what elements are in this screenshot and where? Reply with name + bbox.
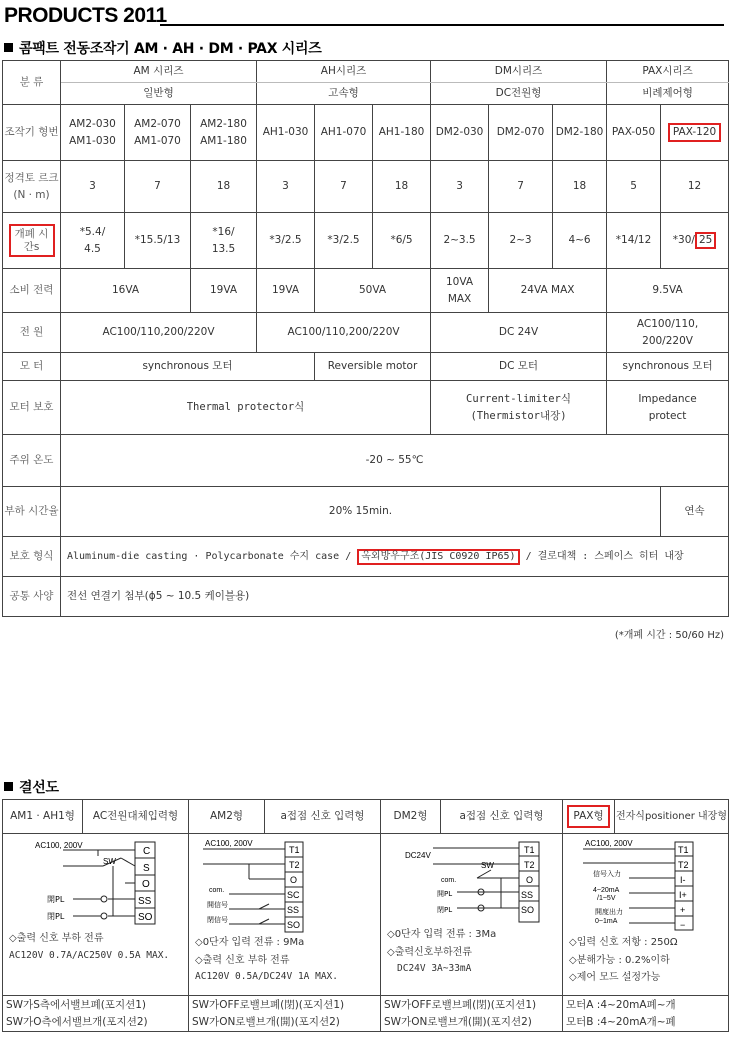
torque-cell: 18	[191, 161, 257, 213]
model-cell: AH1-070	[315, 105, 373, 161]
highlight-box-pax: PAX형	[567, 805, 609, 828]
supply-label: DC24V	[405, 851, 431, 860]
terminal-t1: T1	[524, 845, 535, 855]
terminal-i-minus: I-	[680, 875, 686, 885]
motor-dm: DC 모터	[431, 353, 607, 381]
close-pl-label: 閉PL	[47, 912, 65, 921]
wiring-header-am2: AM2형	[189, 800, 265, 834]
motor-protect-dm: Current-limiter식 (Thermistor내장)	[431, 381, 607, 435]
diagram4-caption: ◇입력 신호 저항 : 250Ω ◇분해가능 : 0.2%이하 ◇제어 모드 설정가능	[569, 937, 678, 983]
power-dm-030: 10VA MAX	[431, 269, 489, 313]
terminal-o: O	[526, 875, 534, 885]
wiring-footer-1: SW가S측에서밸브폐(포지션1) SW가O측에서밸브개(포지션2)	[3, 996, 189, 1032]
motor-pax: synchronous 모터	[607, 353, 729, 381]
model-cell: AM2-180 AM1-180	[191, 105, 257, 161]
series-dm-name: DM시리즈	[431, 61, 607, 83]
time-cell: *3/2.5	[257, 213, 315, 269]
protect-text: Aluminum-die casting · Polycarbonate 수지 case / 옥외방우구조(JIS C0920 IP65) / 결로대책 : 스페이스 히터 내장	[61, 537, 729, 577]
motor-ah: Reversible motor	[315, 353, 431, 381]
time-cell: *3/2.5	[315, 213, 373, 269]
highlight-box-pax120: PAX-120	[668, 123, 721, 142]
terminal-so: SO	[521, 905, 535, 915]
terminal-t1: T1	[678, 845, 689, 855]
spec-table	[2, 60, 729, 617]
row-label-common: 공통 사양	[3, 577, 61, 617]
time-cell: *30/ 25	[661, 213, 729, 269]
wiring-header-dm2-desc: a접점 신호 입력형	[441, 800, 563, 834]
row-label-motor-protect: 모터 보호	[3, 381, 61, 435]
range-label-1: 4~20mA	[593, 887, 620, 894]
torque-cell: 18	[553, 161, 607, 213]
power-pax: 9.5VA	[607, 269, 729, 313]
torque-cell: 7	[315, 161, 373, 213]
supply-label: AC100, 200V	[205, 839, 253, 848]
wiring-diagram-pax	[563, 834, 729, 996]
switch-label: SW	[103, 857, 116, 866]
diagram2-caption: ◇0단자 입력 전류 : 9Ma ◇출력 신호 부하 전류 AC120V 0.5A/DC24V 1A MAX.	[195, 937, 338, 982]
series-am-name: AM 시리즈	[61, 61, 257, 83]
power-ah-rest: 50VA	[315, 269, 431, 313]
row-label-motor: 모 터	[3, 353, 61, 381]
supply-pax: AC100/110, 200/220V	[607, 313, 729, 353]
supply-dm: DC 24V	[431, 313, 607, 353]
row-label-supply: 전 원	[3, 313, 61, 353]
terminal-t1: T1	[289, 845, 300, 855]
common-spec: 전선 연결기 첨부(ϕ5 ~ 10.5 케이블용)	[61, 577, 729, 617]
ambient-temp: -20 ~ 55℃	[61, 435, 729, 487]
terminal-s: S	[143, 863, 150, 874]
terminal-so: SO	[287, 920, 301, 930]
terminal-t2: T2	[524, 860, 535, 870]
wiring-schematic-1	[3, 834, 189, 995]
page-title: PRODUCTS 2011	[4, 4, 167, 27]
torque-cell: 5	[607, 161, 661, 213]
highlight-box-ip65: 옥외방우구조(JIS C0920 IP65)	[357, 549, 519, 565]
wiring-footer-3: SW가OFF로밸브폐(閉)(포지션1) SW가ON로밸브개(開)(포지션2)	[381, 996, 563, 1032]
torque-cell: 3	[61, 161, 125, 213]
time-cell: 2~3.5	[431, 213, 489, 269]
section-title-wiring	[4, 777, 59, 797]
terminal-t2: T2	[678, 860, 689, 870]
time-cell: *16/ 13.5	[191, 213, 257, 269]
terminal-plus: +	[680, 905, 686, 915]
torque-cell: 3	[257, 161, 315, 213]
supply-ah: AC100/110,200/220V	[257, 313, 431, 353]
supply-label: AC100, 200V	[585, 839, 633, 848]
row-label-power: 소비 전력	[3, 269, 61, 313]
model-cell: PAX-050	[607, 105, 661, 161]
row-label-protect: 보호 형식	[3, 537, 61, 577]
series-pax-type: 비례제어형	[607, 83, 729, 105]
model-cell: AH1-030	[257, 105, 315, 161]
supply-label: AC100, 200V	[35, 841, 83, 850]
row-label-duty: 부하 시간율	[3, 487, 61, 537]
supply-am: AC100/110,200/220V	[61, 313, 257, 353]
terminal-t2: T2	[289, 860, 300, 870]
series-ah-type: 고속형	[257, 83, 431, 105]
signal-input-label: 信号入力	[593, 870, 621, 878]
duty-pax: 연속	[661, 487, 729, 537]
torque-cell: 7	[125, 161, 191, 213]
open-signal-label: 開信号	[207, 901, 228, 909]
terminal-o: O	[290, 875, 298, 885]
section-title-products	[4, 38, 321, 58]
motor-protect-pax: Impedance protect	[607, 381, 729, 435]
power-am-180: 19VA	[191, 269, 257, 313]
row-label-torque: 정격토 르크 (N · m)	[3, 161, 61, 213]
com-label: com.	[441, 877, 457, 884]
motor-protect-am-ah: Thermal protector식	[61, 381, 431, 435]
model-cell: DM2-070	[489, 105, 553, 161]
model-cell: AM2-030 AM1-030	[61, 105, 125, 161]
terminal-ss: SS	[287, 905, 300, 915]
time-cell: *5.4/ 4.5	[61, 213, 125, 269]
terminal-o: O	[142, 879, 150, 890]
torque-cell: 3	[431, 161, 489, 213]
terminal-i-plus: I+	[679, 890, 687, 900]
power-ah-030: 19VA	[257, 269, 315, 313]
terminal-ss: SS	[138, 896, 152, 907]
power-dm-rest: 24VA MAX	[489, 269, 607, 313]
row-label-time	[3, 213, 61, 269]
time-cell: *15.5/13	[125, 213, 191, 269]
range-label-2: /1~5V	[597, 895, 616, 902]
model-cell: AM2-070 AM1-070	[125, 105, 191, 161]
square-bullet-icon	[4, 43, 13, 52]
terminal-ss: SS	[521, 890, 534, 900]
model-cell: DM2-180	[553, 105, 607, 161]
series-am-type: 일반형	[61, 83, 257, 105]
series-dm-type: DC전원형	[431, 83, 607, 105]
row-label-class: 분 류	[3, 61, 61, 105]
open-pl-label: 開PL	[437, 890, 453, 898]
wiring-header-am2-desc: a접점 신호 입력형	[265, 800, 381, 834]
wiring-diagram-dm2	[381, 834, 563, 996]
wiring-header-am1-desc: AC전원대체입력형	[83, 800, 189, 834]
feedback-label-1: 開度出力	[595, 908, 623, 916]
time-cell: *14/12	[607, 213, 661, 269]
terminal-sc: SC	[287, 890, 300, 900]
highlight-box-time-label: 개폐 시간s	[9, 224, 55, 257]
wiring-footer-2: SW가OFF로밸브폐(閉)(포지션1) SW가ON로밸브개(開)(포지션2)	[189, 996, 381, 1032]
open-pl-label: 開PL	[47, 895, 65, 904]
com-label: com.	[209, 887, 225, 894]
motor-am: synchronous 모터	[61, 353, 315, 381]
torque-cell: 7	[489, 161, 553, 213]
power-am-small: 16VA	[61, 269, 191, 313]
model-cell: AH1-180	[373, 105, 431, 161]
series-ah-name: AH시리즈	[257, 61, 431, 83]
torque-cell: 18	[373, 161, 431, 213]
row-label-model: 조작기 형번	[3, 105, 61, 161]
wiring-diagram-am2	[189, 834, 381, 996]
wiring-header-pax	[563, 800, 615, 834]
wiring-header-am1-ah1: AM1 · AH1형	[3, 800, 83, 834]
model-cell: DM2-030	[431, 105, 489, 161]
feedback-label-2: 0~1mA	[595, 918, 618, 925]
wiring-footer-4: 모터A :4~20mA폐~개 모터B :4~20mA개~폐	[563, 996, 729, 1032]
duty-main: 20% 15min.	[61, 487, 661, 537]
wiring-header-pax-desc: 전자식positioner 내장형	[615, 800, 729, 834]
footnote: (*개폐 시간 : 50/60 Hz)	[614, 630, 724, 641]
square-bullet-icon	[4, 782, 13, 791]
torque-cell: 12	[661, 161, 729, 213]
diagram1-caption: ◇출력 신호 부하 전류 AC120V 0.7A/AC250V 0.5A MAX.	[9, 933, 170, 961]
section-title-text: 콤팩트 전동조작기 AM · AH · DM · PAX 시리즈	[19, 41, 322, 57]
model-cell	[661, 105, 729, 161]
row-label-ambient: 주위 온도	[3, 435, 61, 487]
time-cell: 2~3	[489, 213, 553, 269]
terminal-c: C	[143, 846, 151, 857]
time-cell: 4~6	[553, 213, 607, 269]
wiring-header-dm2: DM2형	[381, 800, 441, 834]
time-cell: *6/5	[373, 213, 431, 269]
diagram3-caption: ◇0단자 입력 전류 : 3Ma ◇출력신호부하전류 DC24V 3A~33mA	[387, 929, 497, 974]
wiring-diagram-am1-ah1	[3, 834, 189, 996]
terminal-so: SO	[138, 912, 153, 923]
section-title-text: 결선도	[19, 780, 59, 796]
close-pl-label: 閉PL	[437, 906, 453, 914]
title-rule	[160, 24, 724, 26]
wiring-table	[2, 799, 729, 1032]
series-pax-name: PAX시리즈	[607, 61, 729, 83]
highlight-box-time-25: 25	[695, 232, 716, 249]
close-signal-label: 閉信号	[207, 916, 228, 924]
terminal-minus: −	[680, 920, 686, 930]
switch-label: SW	[481, 861, 494, 870]
